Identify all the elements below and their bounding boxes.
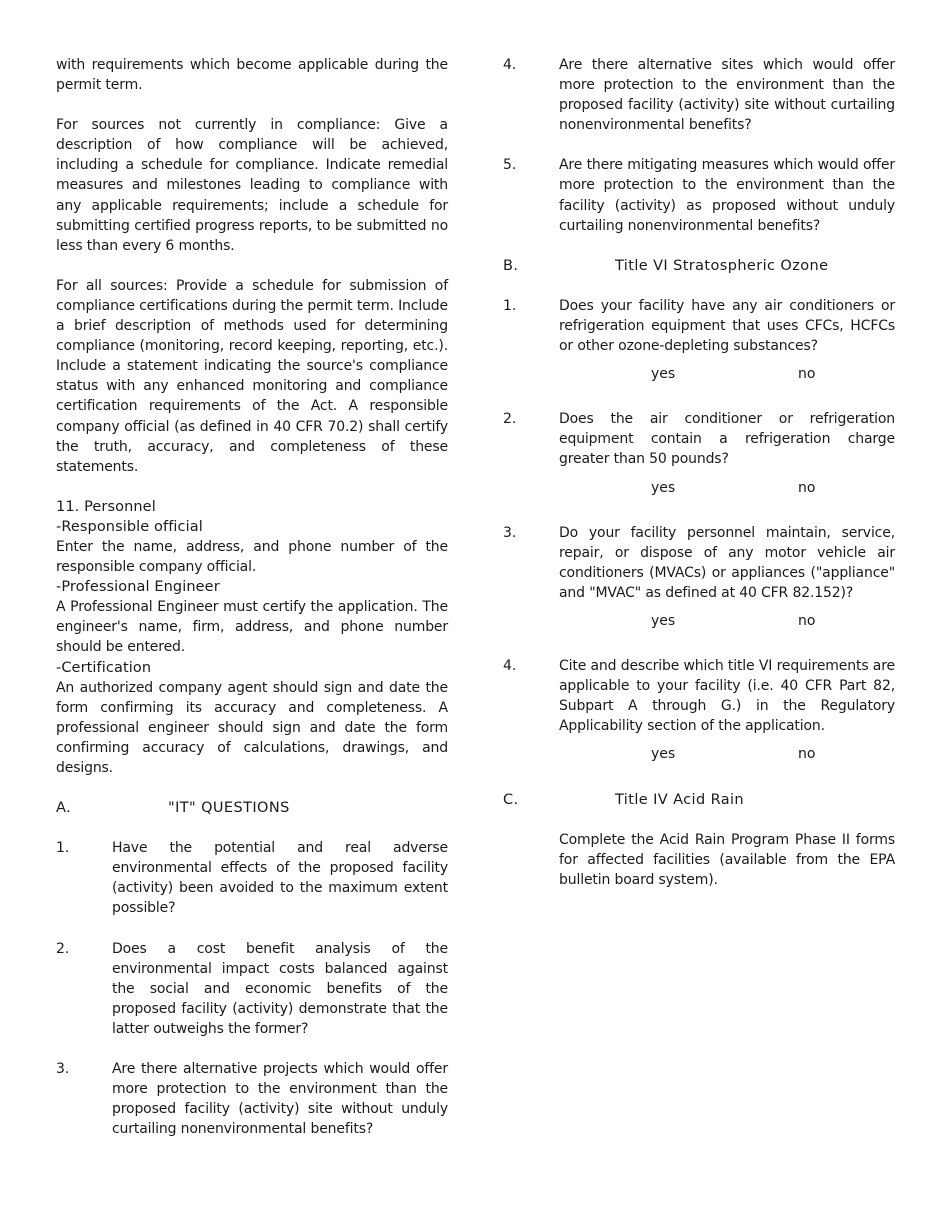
section-letter: B. [503, 257, 519, 274]
section-title: Title IV Acid Rain [615, 791, 745, 808]
question-number: 4. [503, 57, 517, 73]
ozone-question-item [503, 523, 895, 603]
ozone-question-item [503, 409, 895, 469]
paragraph-noncompliance: For sources not currently in compliance: Give a description of how compliance will be achieved, including a schedule for compliance. Indicate remedial measures and milestones leading to compliance with any applicable requirements; include a schedule for submitting certified progress reports, to be submitted no less than every 6 months. [56, 117, 448, 254]
question-item [503, 155, 895, 235]
yes-no-choice [503, 478, 895, 498]
section-c-heading [503, 790, 895, 810]
section-title: Title VI Stratospheric Ozone [615, 257, 829, 274]
acid-rain-instructions [503, 830, 895, 890]
responsible-official-heading: -Responsible official [56, 518, 203, 535]
yes-no-choice [503, 744, 895, 764]
responsible-official-text: Enter the name, address, and phone number of the responsible company official. [56, 538, 448, 576]
question-number: 4. [503, 658, 517, 675]
question-number: 3. [503, 524, 517, 541]
no-option[interactable]: no [798, 479, 816, 496]
ozone-question-item [503, 656, 895, 736]
question-text: Cite and describe which title VI requirements are applicable to your facility (i.e. 40 CFR Part 82, Subpart A through G.) in the Regulatory Applicability section of the application. [559, 658, 895, 735]
certification-heading: -Certification [56, 659, 152, 676]
no-option[interactable]: no [798, 612, 816, 629]
question-item [56, 1059, 448, 1139]
question-text: Does your facility have any air conditioners or refrigeration equipment that uses CFCs, HCFCs or other ozone-depleting substances? [559, 297, 895, 355]
question-number: 2. [503, 411, 517, 428]
yes-no-choice [503, 364, 895, 384]
question-number: 3. [56, 1061, 70, 1078]
question-number: 1. [56, 840, 70, 857]
yes-option[interactable]: yes [651, 366, 676, 383]
question-text: Are there mitigating measures which would offer more protection to the environment than the facility (activity) as proposed without unduly curtailing nonenvironmental benefits? [559, 157, 895, 234]
certification-text: An authorized company agent should sign and date the form confirming its accuracy and completeness. A professional engineer should sign and date the form confirming accuracy of calculations, drawings, and designs. [56, 679, 448, 776]
question-number: 1. [503, 297, 517, 314]
question-text: Do your facility personnel maintain, service, repair, or dispose of any motor vehicle air conditioners (MVACs) or appliances ("appliance" and "MVAC" as defined at 40 CFR 82.152)? [559, 524, 895, 601]
question-number: 5. [503, 157, 517, 174]
question-item [56, 838, 448, 918]
question-text: Have the potential and real adverse environmental effects of the proposed facility (activity) been avoided to the maximum extent possible? [112, 840, 448, 917]
paragraph-requirements: with requirements which become applicable during the permit term. [56, 57, 448, 94]
section-letter: C. [503, 791, 519, 808]
question-number: 2. [56, 940, 70, 957]
yes-no-choice [503, 611, 895, 631]
no-option[interactable]: no [798, 366, 816, 383]
right-column [503, 55, 895, 890]
question-text: Are there alternative sites which would offer more protection to the environment than the proposed facility (activity) site without curtailing nonenvironmental benefits? [559, 57, 895, 134]
ozone-question-item [503, 296, 895, 356]
question-item [56, 939, 448, 1039]
professional-engineer-heading: -Professional Engineer [56, 579, 220, 596]
paragraph-all-sources: For all sources: Provide a schedule for submission of compliance certifications during the permit term. Include a brief description of methods used for determining compliance (monitoring, record keeping, reporting, etc.). Include a statement indicating the source's compliance status with any enhanced monitoring and compliance certification requirements of the Act. A responsible company official (as defined in 40 CFR 70.2) shall certify the truth, accuracy, and completeness of these statements. [56, 277, 448, 475]
acid-rain-text: Complete the Acid Rain Program Phase II forms for affected facilities (available from the EPA bulletin board system). [559, 831, 895, 888]
section-b-heading [503, 256, 895, 276]
section-letter: A. [56, 800, 72, 817]
question-text: Are there alternative projects which would offer more protection to the environment than the proposed facility (activity) site without unduly curtailing nonenvironmental benefits? [112, 1061, 448, 1138]
no-option[interactable]: no [798, 746, 816, 763]
question-text: Does a cost benefit analysis of the environmental impact costs balanced against the social and economic benefits of the proposed facility (activity) demonstrate that the latter outweighs the former? [112, 940, 448, 1037]
personnel-heading: 11. Personnel [56, 498, 156, 515]
question-item [503, 55, 895, 135]
left-column [56, 55, 448, 1139]
yes-option[interactable]: yes [651, 746, 676, 763]
yes-option[interactable]: yes [651, 612, 676, 629]
professional-engineer-text: A Professional Engineer must certify the application. The engineer's name, firm, address, and phone number should be entered. [56, 599, 448, 656]
section-title: "IT" QUESTIONS [168, 800, 290, 817]
section-a-heading [56, 798, 448, 818]
question-text: Does the air conditioner or refrigeration equipment contain a refrigeration charge greater than 50 pounds? [559, 411, 895, 468]
yes-option[interactable]: yes [651, 479, 676, 496]
